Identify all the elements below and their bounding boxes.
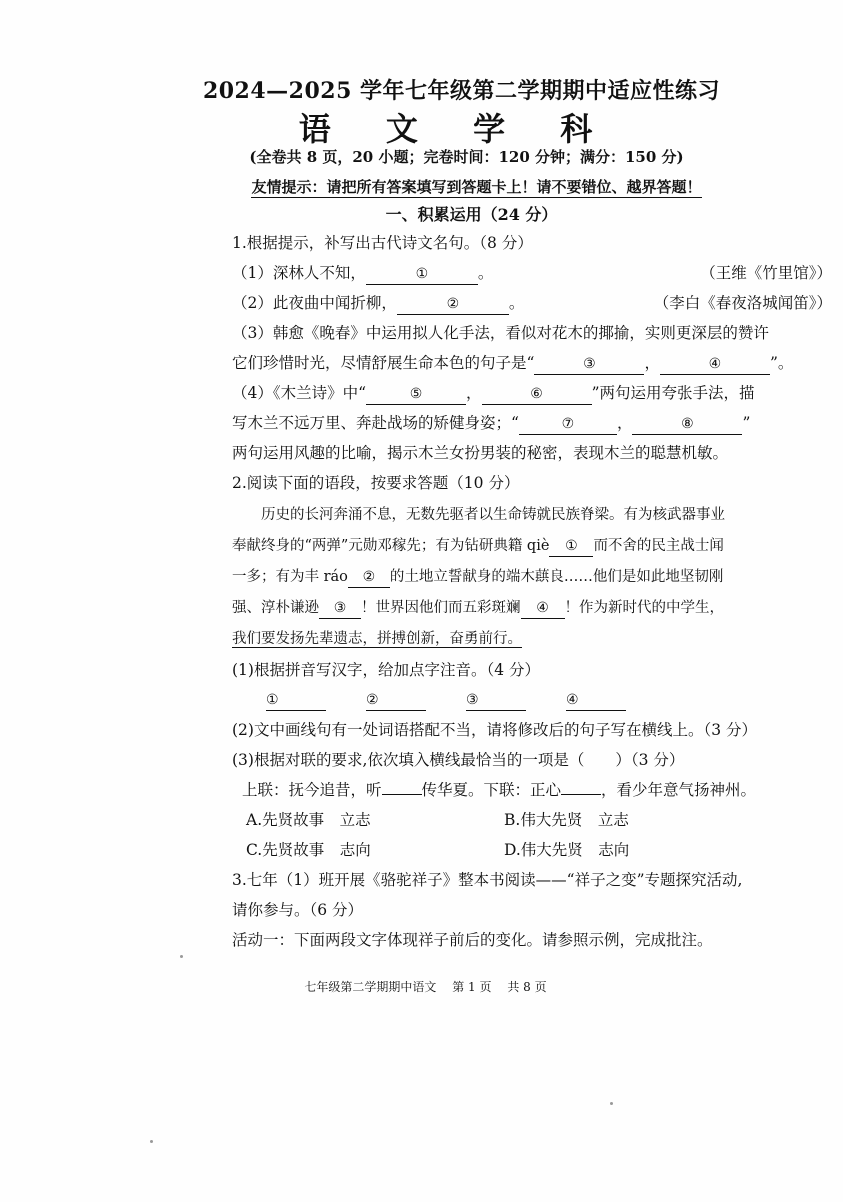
q1-l1-end: 。 bbox=[477, 264, 494, 282]
passage-line-4 bbox=[232, 593, 832, 624]
section-title: 一、积累运用（24 分） bbox=[385, 205, 558, 224]
scan-speck bbox=[180, 955, 183, 958]
passage-blank-1[interactable]: ① bbox=[549, 536, 593, 557]
option-d[interactable]: D.伟大先贤 志向 bbox=[504, 841, 630, 859]
question-content bbox=[232, 228, 832, 955]
pinyin-blank-2[interactable]: ② bbox=[366, 690, 426, 711]
footer-page: 第 1 页 bbox=[452, 980, 492, 994]
answer-blank-8[interactable]: ⑧ bbox=[632, 414, 742, 435]
scan-speck bbox=[150, 1140, 153, 1143]
passage-l3-text: 一多；有为丰 ráo bbox=[232, 569, 348, 585]
q1-line-2 bbox=[232, 288, 832, 318]
passage-line-3 bbox=[232, 562, 832, 593]
option-b[interactable]: B.伟大先贤 立志 bbox=[504, 811, 629, 829]
q1-line-3a: （3）韩愈《晚春》中运用拟人化手法，看似对花木的揶揄，实则更深层的赞许 bbox=[232, 324, 769, 342]
option-a[interactable]: A.先贤故事 立志 bbox=[246, 811, 371, 829]
q1-l2-source: （李白《春夜洛城闻笛》） bbox=[653, 294, 832, 312]
q1-l3b-text: 它们珍惜时光，尽情舒展生命本色的句子是“ bbox=[232, 354, 535, 372]
pinyin-blank-1[interactable]: ① bbox=[266, 690, 326, 711]
answer-blank-5[interactable]: ⑤ bbox=[366, 384, 466, 405]
passage-blank-2[interactable]: ② bbox=[348, 567, 390, 588]
answer-blank-1[interactable]: ① bbox=[366, 264, 478, 285]
option-c[interactable]: C.先贤故事 志向 bbox=[246, 841, 371, 859]
q2-stem: 2.阅读下面的语段，按要求答题（10 分） bbox=[232, 474, 520, 492]
q1-stem: 1.根据提示，补写出古代诗文名句。（8 分） bbox=[232, 234, 533, 252]
couplet-lower: 传华夏。下联：正心 bbox=[421, 781, 562, 799]
pinyin-answer-row bbox=[232, 685, 832, 715]
passage-l4-text: 强、淳朴谦逊 bbox=[232, 600, 319, 616]
q1-l5-text: 写木兰不远万里、奔赴战场的矫健身姿；“ bbox=[232, 414, 519, 432]
q2-options bbox=[232, 805, 832, 865]
q1-l3b-end: ”。 bbox=[769, 354, 794, 372]
passage-l3-rest: 的土地立誓献身的端木蕻良……他们是如此地坚韧刚 bbox=[389, 569, 724, 585]
pinyin-blank-3[interactable]: ③ bbox=[466, 690, 526, 711]
underlined-sentence: 我们要发扬先辈遗志，拼搏创新，奋勇前行。 bbox=[232, 631, 522, 647]
exam-tip-text: 友情提示：请把所有答案填写到答题卡上！请不要错位、越界答题！ bbox=[251, 178, 702, 196]
q1-l2-text: （2）此夜曲中闻折柳， bbox=[232, 294, 397, 312]
answer-blank-7[interactable]: ⑦ bbox=[519, 414, 617, 435]
answer-blank-6[interactable]: ⑥ bbox=[482, 384, 592, 405]
passage-line-2 bbox=[232, 531, 832, 562]
exam-info: (全卷共 8 页，20 小题；完卷时间：120 分钟；满分：150 分) bbox=[249, 148, 684, 166]
q1-l1-text: （1）深林人不知， bbox=[232, 264, 366, 282]
answer-blank-4[interactable]: ④ bbox=[660, 354, 770, 375]
passage-l4-rest: ！作为新时代的中学生， bbox=[564, 600, 724, 616]
passage-l2-rest: 而不舍的民主战士闻 bbox=[593, 538, 724, 554]
q1-line-1 bbox=[232, 258, 832, 288]
answer-blank-3[interactable]: ③ bbox=[534, 354, 644, 375]
passage-blank-4[interactable]: ④ bbox=[521, 598, 565, 619]
exam-title: 2024—2025 学年七年级第二学期期中适应性练习 bbox=[202, 78, 721, 104]
q1-l1-source: （王维《竹里馆》） bbox=[700, 264, 832, 282]
scan-speck bbox=[610, 1102, 613, 1105]
q2-passage bbox=[232, 500, 832, 655]
q1-line-6: 两句运用风趣的比喻，揭示木兰女扮男装的秘密，表现木兰的聪慧机敏。 bbox=[232, 444, 729, 462]
q1-l5-end: ” bbox=[742, 414, 751, 432]
passage-l4-mid: ！世界因他们而五彩斑斓 bbox=[361, 600, 521, 616]
q3-activity-1: 活动一：下面两段文字体现祥子前后的变化。请参照示例，完成批注。 bbox=[232, 931, 713, 949]
q1-l4-end: ”两句运用夸张手法，描 bbox=[591, 384, 755, 402]
q1-line-5 bbox=[232, 408, 832, 438]
footer-name: 七年级第二学期期中语文 bbox=[304, 980, 437, 994]
couplet-line bbox=[232, 775, 832, 805]
q1-line-3b bbox=[232, 348, 832, 378]
q1-l3b-comma: ， bbox=[644, 354, 660, 372]
exam-tip bbox=[0, 176, 843, 197]
couplet-upper: 上联：抚今追昔，听 bbox=[242, 781, 382, 799]
q1-line-4 bbox=[232, 378, 832, 408]
q3-stem-1: 3.七年（1）班开展《骆驼祥子》整本书阅读——“祥子之变”专题探究活动, bbox=[232, 871, 743, 889]
passage-line-1: 历史的长河奔涌不息，无数先驱者以生命铸就民族脊梁。有为核武器事业 bbox=[261, 507, 725, 523]
footer-total: 共 8 页 bbox=[507, 980, 547, 994]
couplet-blank-1[interactable] bbox=[382, 794, 422, 795]
q1-l4-comma: ， bbox=[466, 384, 482, 402]
q1-l4-text: （4）《木兰诗》中“ bbox=[232, 384, 367, 402]
q2-sub-2: (2)文中画线句有一处词语搭配不当，请将修改后的句子写在横线上。（3 分） bbox=[232, 721, 757, 739]
q3-stem-2: 请你参与。（6 分） bbox=[232, 901, 364, 919]
passage-blank-3[interactable]: ③ bbox=[319, 598, 361, 619]
passage-l2-text: 奉献终身的“两弹”元勋邓稼先；有为钻研典籍 qiè bbox=[232, 538, 550, 554]
page-footer bbox=[0, 978, 843, 995]
q2-sub-3: (3)根据对联的要求,依次填入横线最恰当的一项是（ ）（3 分） bbox=[232, 751, 685, 769]
q1-l2-end: 。 bbox=[508, 294, 525, 312]
q2-sub-1: (1)根据拼音写汉字，给加点字注音。（4 分） bbox=[232, 661, 540, 679]
couplet-blank-2[interactable] bbox=[561, 794, 601, 795]
passage-line-5 bbox=[232, 624, 832, 655]
answer-blank-2[interactable]: ② bbox=[397, 294, 509, 315]
exam-subject: 语 文 学 科 bbox=[298, 110, 615, 148]
q1-l5-comma: ， bbox=[616, 414, 633, 432]
pinyin-blank-4[interactable]: ④ bbox=[566, 690, 626, 711]
couplet-end: ，看少年意气扬神州。 bbox=[601, 781, 757, 799]
